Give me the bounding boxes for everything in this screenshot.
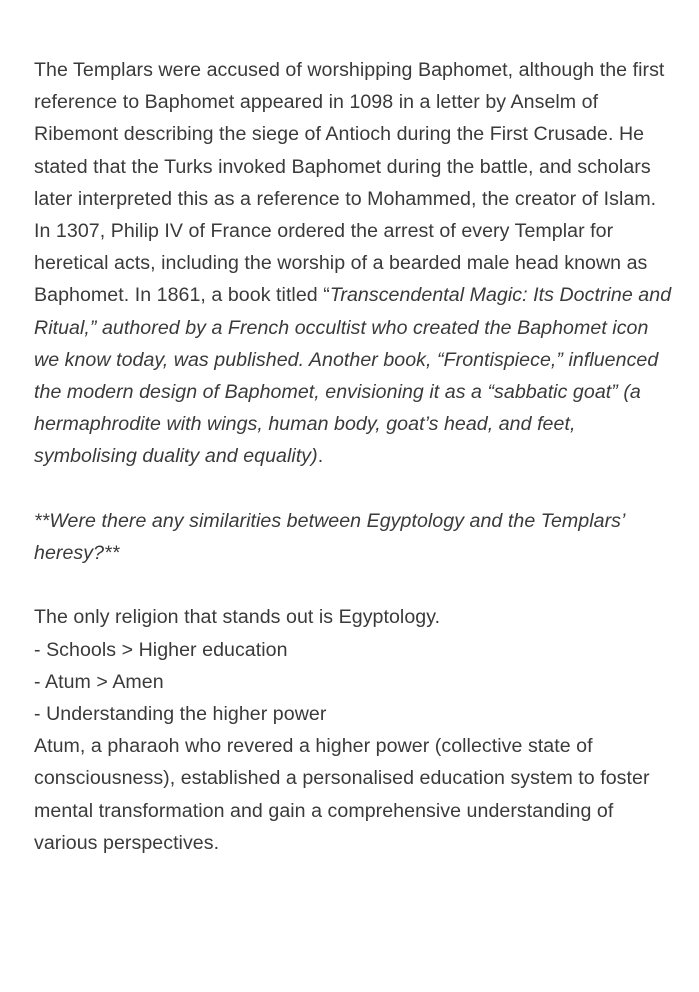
question-heading: **Were there any similarities between Egyptology and the Templars’ heresy?**: [34, 509, 625, 565]
book-titles-italic-text: Transcendental Magic: Its Doctrine and Ritual,” authored by a French occultist who created the Baphomet icon we know today, was published. Another book, “Frontispiece,” influenced the modern design of Baphomet, envisioning it as a “sabbatic goat” (a hermaphrodite with wings, human body, goat’s head, and feet, symbolising duality and equality): [34, 284, 672, 468]
paragraph-spacer: [34, 569, 674, 601]
comparison-list: [34, 634, 674, 731]
paragraph-philip-iv: [34, 215, 674, 473]
paragraph-philip-iv-text: In 1307, Philip IV of France ordered the arrest of every Templar for heretical acts, including the worship of a bearded male head known as Baphomet. In 1861, a book titled “: [34, 220, 648, 307]
list-item: - Atum > Amen: [34, 670, 164, 693]
list-item: - Understanding the higher power: [34, 703, 327, 726]
document-body: [34, 54, 674, 859]
paragraph-templars-accused: The Templars were accused of worshipping Baphomet, although the first reference to Baphomet appeared in 1098 in a letter by Anselm of Ribemont describing the siege of Antioch during the First Crusade. He stated that the Turks invoked Baphomet during the battle, and scholars later interpreted this as a reference to Mohammed, the creator of Islam.: [34, 59, 665, 210]
list-item: - Schools > Higher education: [34, 638, 288, 661]
paragraph-egyptology: The only religion that stands out is Egyptology.: [34, 606, 441, 629]
paragraph-atum: Atum, a pharaoh who revered a higher power (collective state of consciousness), established a personalised education system to foster mental transformation and gain a comprehensive understanding of various perspectives.: [34, 735, 650, 854]
paragraph-spacer: [34, 473, 674, 505]
paragraph-philip-iv-end: .: [317, 445, 324, 468]
